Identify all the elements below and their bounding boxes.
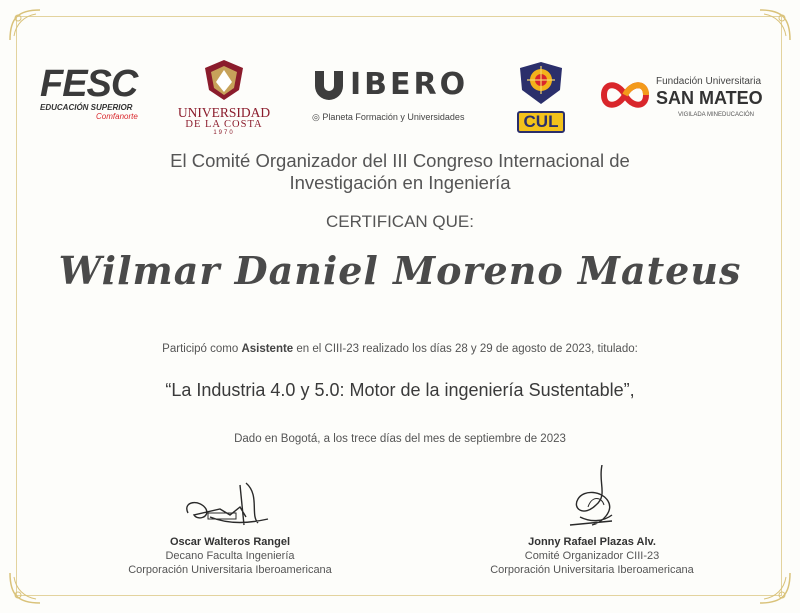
unicosta-logo bbox=[176, 58, 272, 136]
committee-title-line2: Investigación en Ingeniería bbox=[289, 172, 511, 193]
committee-title bbox=[0, 150, 800, 194]
participation-before: Participó como bbox=[162, 343, 242, 355]
signature-1-org: Corporación Universitaria Iberoamericana bbox=[128, 564, 332, 576]
participation-text bbox=[0, 343, 800, 355]
ibero-logo-text: IBERO bbox=[350, 67, 469, 102]
certify-heading: CERTIFICAN QUE: bbox=[326, 212, 474, 231]
corner-ornament-bottom-left bbox=[6, 569, 44, 607]
corner-ornament-top-right bbox=[756, 6, 794, 44]
unicosta-line1: UNIVERSIDAD bbox=[177, 105, 271, 120]
signature-2-org: Corporación Universitaria Iberoamericana bbox=[490, 564, 694, 576]
event-title: “La Industria 4.0 y 5.0: Motor de la ingeniería Sustentable”, bbox=[165, 380, 635, 400]
issue-date: Dado en Bogotá, a los trece días del mes de septiembre de 2023 bbox=[234, 433, 566, 445]
cul-crest-icon bbox=[516, 60, 566, 106]
planeta-icon: ◎ bbox=[312, 112, 320, 122]
sanmateo-infinity-icon bbox=[600, 74, 650, 116]
fesc-logo-text: FESC bbox=[40, 63, 138, 105]
signature-2-role: Comité Organizador CIII-23 bbox=[524, 550, 660, 562]
logos-row bbox=[0, 58, 800, 138]
unicosta-shield-icon bbox=[201, 58, 247, 102]
unicosta-line2: DE LA COSTA bbox=[185, 119, 263, 130]
sanmateo-line1: Fundación Universitaria bbox=[656, 76, 762, 87]
cul-logo-text: CUL bbox=[517, 111, 565, 133]
corner-ornament-top-left bbox=[6, 6, 44, 44]
cul-logo bbox=[510, 60, 572, 133]
signature-1-scrawl bbox=[90, 465, 370, 535]
committee-title-line1: El Comité Organizador del III Congreso Internacional de bbox=[170, 150, 630, 171]
participation-role: Asistente bbox=[241, 343, 294, 355]
sanmateo-line3: VIGILADA MINEDUCACIÓN bbox=[678, 112, 755, 118]
signature-block-1 bbox=[90, 465, 370, 577]
unicosta-year: 1970 bbox=[213, 130, 235, 136]
signature-1-role: Decano Faculta Ingeniería bbox=[165, 550, 295, 562]
signature-block-2 bbox=[452, 465, 732, 577]
signature-2-name: Jonny Rafael Plazas Alv. bbox=[528, 536, 656, 548]
corner-ornament-bottom-right bbox=[756, 569, 794, 607]
fesc-logo bbox=[40, 63, 160, 121]
recipient-name: Wilmar Daniel Moreno Mateus bbox=[58, 248, 742, 293]
signature-1-name: Oscar Walteros Rangel bbox=[169, 536, 291, 548]
ibero-logo-sub: Planeta Formación y Universidades bbox=[322, 112, 465, 122]
fesc-logo-comfanorte: Comfanorte bbox=[96, 112, 138, 121]
fesc-logo-sub: EDUCACIÓN SUPERIOR bbox=[40, 103, 133, 112]
signature-2-scrawl bbox=[452, 465, 732, 535]
sanmateo-line2: SAN MATEO bbox=[656, 88, 763, 108]
participation-after: en el CIII-23 realizado los días 28 y 29 de agosto de 2023, titulado: bbox=[293, 343, 638, 355]
ibero-u-icon bbox=[312, 68, 346, 102]
ibero-logo bbox=[312, 68, 492, 123]
